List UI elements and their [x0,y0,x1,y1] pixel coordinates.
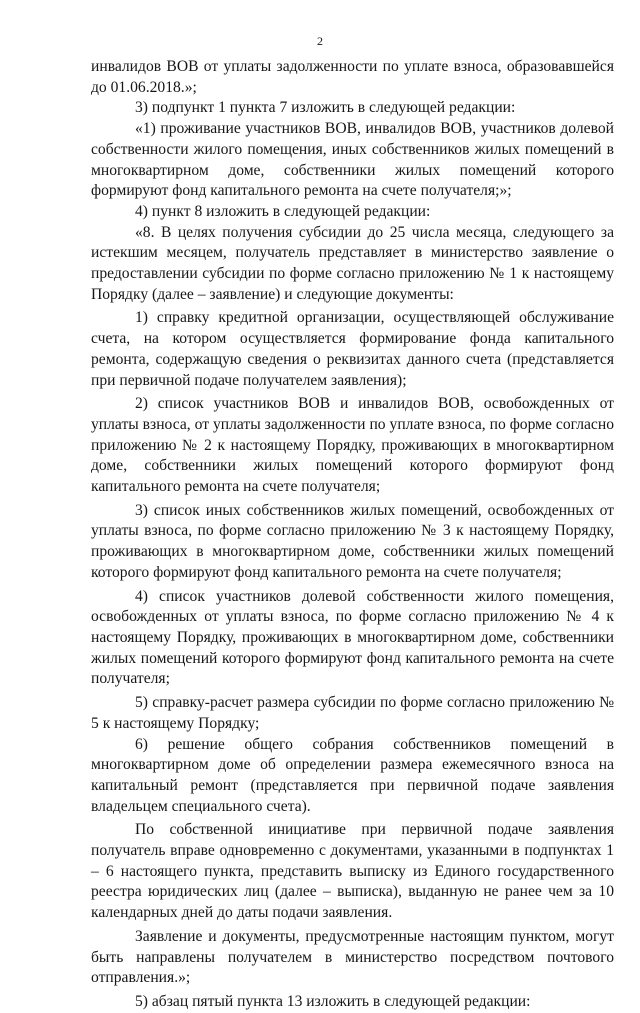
paragraph-document-3: 3) список иных собственников жилых помещений, освобожденных от уплаты взноса, по форме согласно приложению № 3 к настоящему Порядку, проживающих в многоквартирном доме, собственники жилых помещений которого формируют фонд капитального ремонта на счете получателя; [91,501,614,581]
paragraph-postal-submission: Заявление и документы, предусмотренные настоящим пунктом, могут быть направлены получателем в министерство посредством почтового отправления.»; [91,927,614,987]
paragraph-document-1: 1) справку кредитной организации, осуществляющей обслуживание счета, на котором осуществляется формирование фонда капитального ремонта, содержащую сведения о реквизитах данного счета (представляется при первичной подаче получателем заявления); [91,309,614,389]
paragraph-document-2: 2) список участников ВОВ и инвалидов ВОВ, освобожденных от уплаты взноса, от уплаты задолженности по уплате взноса, по форме согласно приложению № 2 к настоящему Порядку, проживающих в многоквартирном доме, собственники жилых помещений которого формируют фонд капитального ремонта на счете получателя; [91,395,614,496]
paragraph-quote-point-8: «8. В целях получения субсидии до 25 числа месяца, следующего за истекшим месяцем, получатель представляет в министерство заявление о предоставлении субсидии по форме согласно приложению № 1 к настоящему Порядку (далее – заявление) и следующие документы: [91,223,614,303]
document-body [91,57,614,1013]
paragraph-own-initiative: По собственной инициативе при первичной подаче заявления получатель вправе одновременно с документами, указанными в подпунктах 1 – 6 настоящего пункта, представить выписку из Единого государственного реестра юридических лиц (далее – выписка), выданную не ранее чем за 10 календарных дней до даты подачи заявления. [91,821,614,922]
paragraph-continuation: инвалидов ВОВ от уплаты задолженности по уплате взноса, образовавшейся до 01.06.2018.»; [91,58,614,96]
paragraph-item-4: 4) пункт 8 изложить в следующей редакции: [135,202,431,220]
paragraph-quote-subitem-1: «1) проживание участников ВОВ, инвалидов ВОВ, участников долевой собственности жилого помещения, иных собственников жилых помещений в многоквартирном доме, собственники жилых помещений которого формируют фонд капитального ремонта на счете получателя;»; [91,120,614,200]
paragraph-document-5: 5) справку-расчет размера субсидии по форме согласно приложению № 5 к настоящему Порядку; [91,694,614,732]
paragraph-document-4: 4) список участников долевой собственности жилого помещения, освобожденных от уплаты взноса, по форме согласно приложению № 4 к настоящему Порядку, проживающих в многоквартирном доме, собственники жилых помещений которого формируют фонд капитального ремонта на счете получателя; [91,587,614,688]
paragraph-item-3: 3) подпункт 1 пункта 7 изложить в следующей редакции: [135,99,516,117]
paragraph-document-6: 6) решение общего собрания собственников помещений в многоквартирном доме об определении размера ежемесячного взноса на капитальный ремонт (представляется при первичной подаче заявления владельцем специального счета). [91,735,614,815]
paragraph-item-5: 5) абзац пятый пункта 13 изложить в следующей редакции: [135,992,531,1010]
page-number: 2 [317,34,323,48]
